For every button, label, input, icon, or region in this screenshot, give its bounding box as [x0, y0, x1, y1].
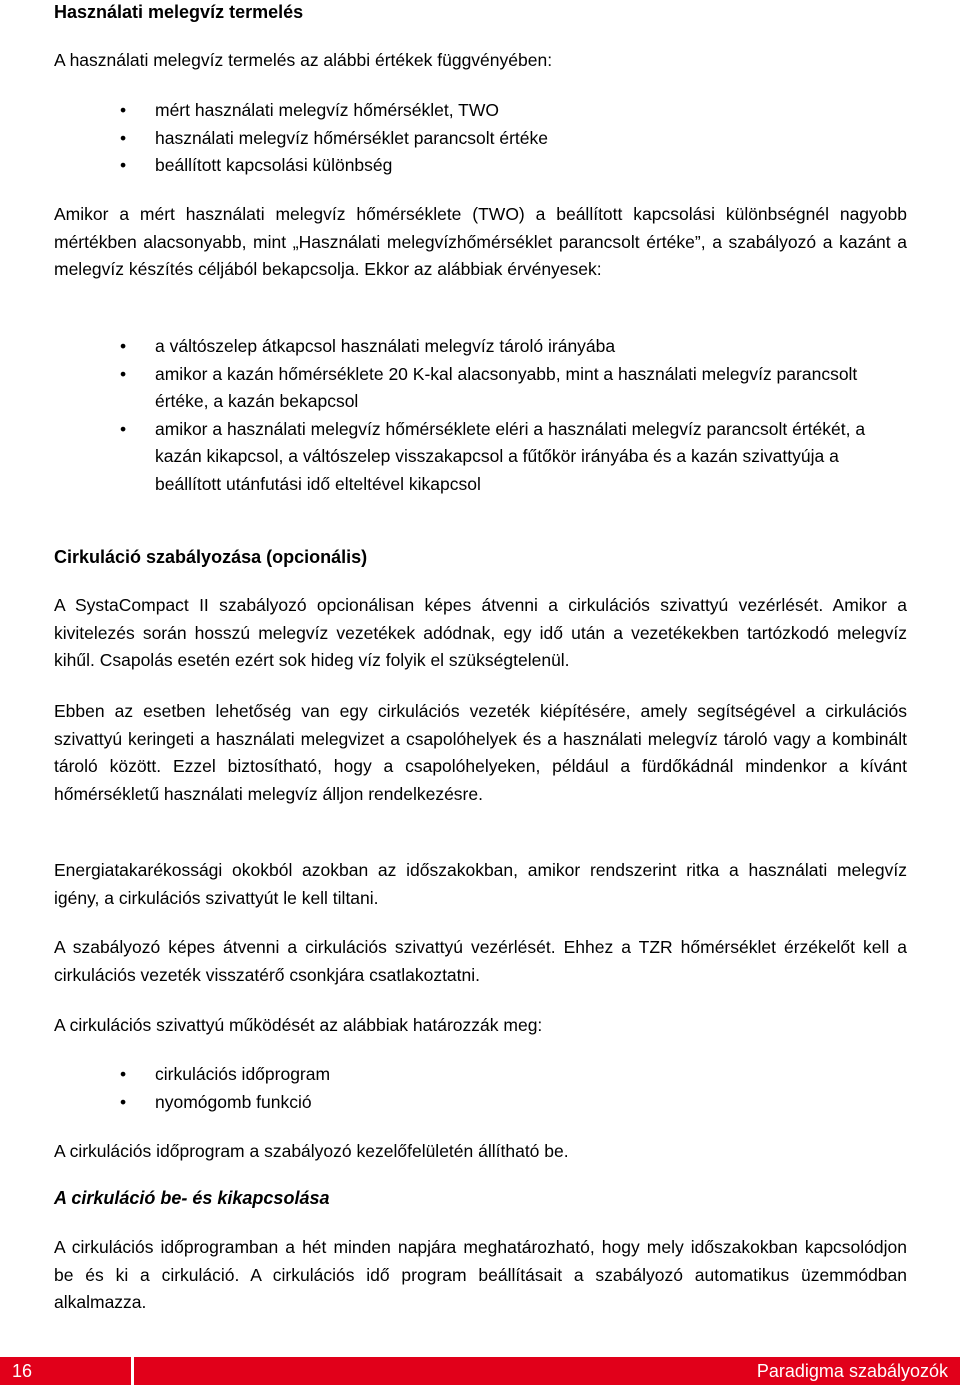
section-title-hot-water: Használati melegvíz termelés [54, 2, 304, 22]
circulation-paragraph-4: A szabályozó képes átvenni a cirkulációs szivattyú vezérlését. Ehhez a TZR hőmérséklet érzékelőt kell a cirkulációs vezeték visszatérő csonkjára csatlakoztatni. [54, 937, 907, 985]
hot-water-bullets2-block [54, 333, 907, 498]
bullet-icon: • [120, 418, 127, 439]
hot-water-conditions-list [54, 333, 907, 498]
list-item [54, 152, 907, 180]
list-item-text: a váltószelep átkapcsol használati melegvíz tároló irányába [155, 336, 616, 356]
list-item-text: használati melegvíz hőmérséklet parancsolt értéke [155, 127, 548, 148]
bullet-icon: • [120, 1064, 127, 1084]
list-item [54, 416, 907, 499]
circulation-paragraph-2: Ebben az esetben lehetőség van egy cirkulációs vezeték kiépítésére, amely segítségével a cirkulációs szivattyú keringeti a használati melegvizet a csapolóhelyek és a használati melegvíz tároló vagy a kombinált tároló között. Ezzel biztosítható, hogy a csapolóhelyeken, például a fürdőkádnál mindenkor a kívánt hőmérsékletű használati melegvíz álljon rendelkezésre. [54, 701, 907, 804]
list-item-text: amikor a használati melegvíz hőmérséklete eléri a használati melegvíz parancsolt értékét, a kazán kikapcsol, a váltószelep visszakapcsol a fűtőkör irányába és a kazán szivattyúja a beállított utánfutási idő elteltével kikapcsol [155, 418, 866, 494]
section-circulation [54, 545, 907, 569]
bullet-icon: • [120, 100, 127, 120]
section-title-circulation-switch: A cirkuláció be- és kikapcsolása [54, 1188, 330, 1208]
circulation-paragraph-6: A cirkulációs időprogram a szabályozó kezelőfelületén állítható be. [54, 1141, 569, 1161]
circulation-switch-paragraph: A cirkulációs időprogramban a hét minden napjára meghatározható, hogy mely időszakokban kapcsolódjon be és ki a cirkuláció. A cirkulációs idő program beállításait a szabályozó automatikus üzemmódban alkalmazza. [54, 1237, 907, 1312]
list-item-text: mért használati melegvíz hőmérséklet, TWO [155, 100, 499, 120]
bullet-icon: • [120, 363, 127, 384]
hot-water-bullets-block [54, 97, 907, 180]
list-item [54, 1089, 907, 1117]
circulation-paragraph-3: Energiatakarékossági okokból azokban az időszakokban, amikor rendszerint ritka a használati melegvíz igény, a cirkulációs szivattyút le kell tiltani. [54, 860, 907, 908]
list-item [54, 97, 907, 125]
circulation-switch-p1-block [54, 1234, 907, 1317]
circulation-p6-block [54, 1138, 907, 1166]
section-title-circulation: Cirkuláció szabályozása (opcionális) [54, 547, 368, 567]
list-item [54, 361, 907, 416]
page-footer [0, 1357, 960, 1385]
bullet-icon: • [120, 336, 127, 356]
footer-page-number-bar [0, 1357, 131, 1385]
circulation-p1-block [54, 592, 907, 675]
footer-title: Paradigma szabályozók [756, 1361, 948, 1381]
hot-water-intro: A használati melegvíz termelés az alábbi értékek függvényében: [54, 50, 553, 70]
hot-water-bullet-list [54, 97, 907, 180]
hot-water-paragraph: Amikor a mért használati melegvíz hőmérséklete (TWO) a beállított kapcsolási különbségnél nagyobb mértékben alacsonyabb, mint „Használati melegvízhőmérséklet parancsolt értéke”, a szabályozó a kazánt a melegvíz készítés céljából bekapcsolja. Ekkor az alábbiak érvényesek: [54, 204, 907, 279]
footer-title-bar [134, 1357, 960, 1385]
circulation-p4-block [54, 934, 907, 989]
list-item [54, 1061, 907, 1089]
bullet-icon: • [120, 1091, 127, 1112]
section-circulation-switch [54, 1186, 907, 1210]
circulation-p3-block [54, 857, 907, 912]
circulation-p5-block [54, 1012, 907, 1040]
hot-water-paragraph-block [54, 201, 907, 284]
circulation-paragraph-1: A SystaCompact II szabályozó opcionálisan képes átvenni a cirkulációs szivattyú vezérlését. Amikor a kivitelezés során hosszú melegvíz vezetékek adódnak, egy idő után a vezetékekben tartózkodó melegvíz kihűl. Csapolás esetén ezért sok hideg víz folyik el szükségtelenül. [54, 595, 907, 670]
section-hot-water [54, 0, 907, 24]
bullet-icon: • [120, 155, 127, 175]
circulation-p2-block [54, 698, 907, 808]
hot-water-intro-block [54, 47, 907, 75]
list-item-text: beállított kapcsolási különbség [155, 155, 393, 175]
circulation-bullet-list [54, 1061, 907, 1116]
list-item-text: amikor a kazán hőmérséklete 20 K-kal alacsonyabb, mint a használati melegvíz parancsolt értéke, a kazán bekapcsol [155, 363, 858, 411]
list-item-text: nyomógomb funkció [155, 1091, 312, 1112]
bullet-icon: • [120, 127, 127, 148]
list-item [54, 125, 907, 153]
list-item-text: cirkulációs időprogram [155, 1064, 331, 1084]
circulation-paragraph-5: A cirkulációs szivattyú működését az alábbiak határozzák meg: [54, 1015, 543, 1035]
circulation-bullets-block [54, 1061, 907, 1116]
list-item [54, 333, 907, 361]
page-number: 16 [12, 1361, 33, 1381]
